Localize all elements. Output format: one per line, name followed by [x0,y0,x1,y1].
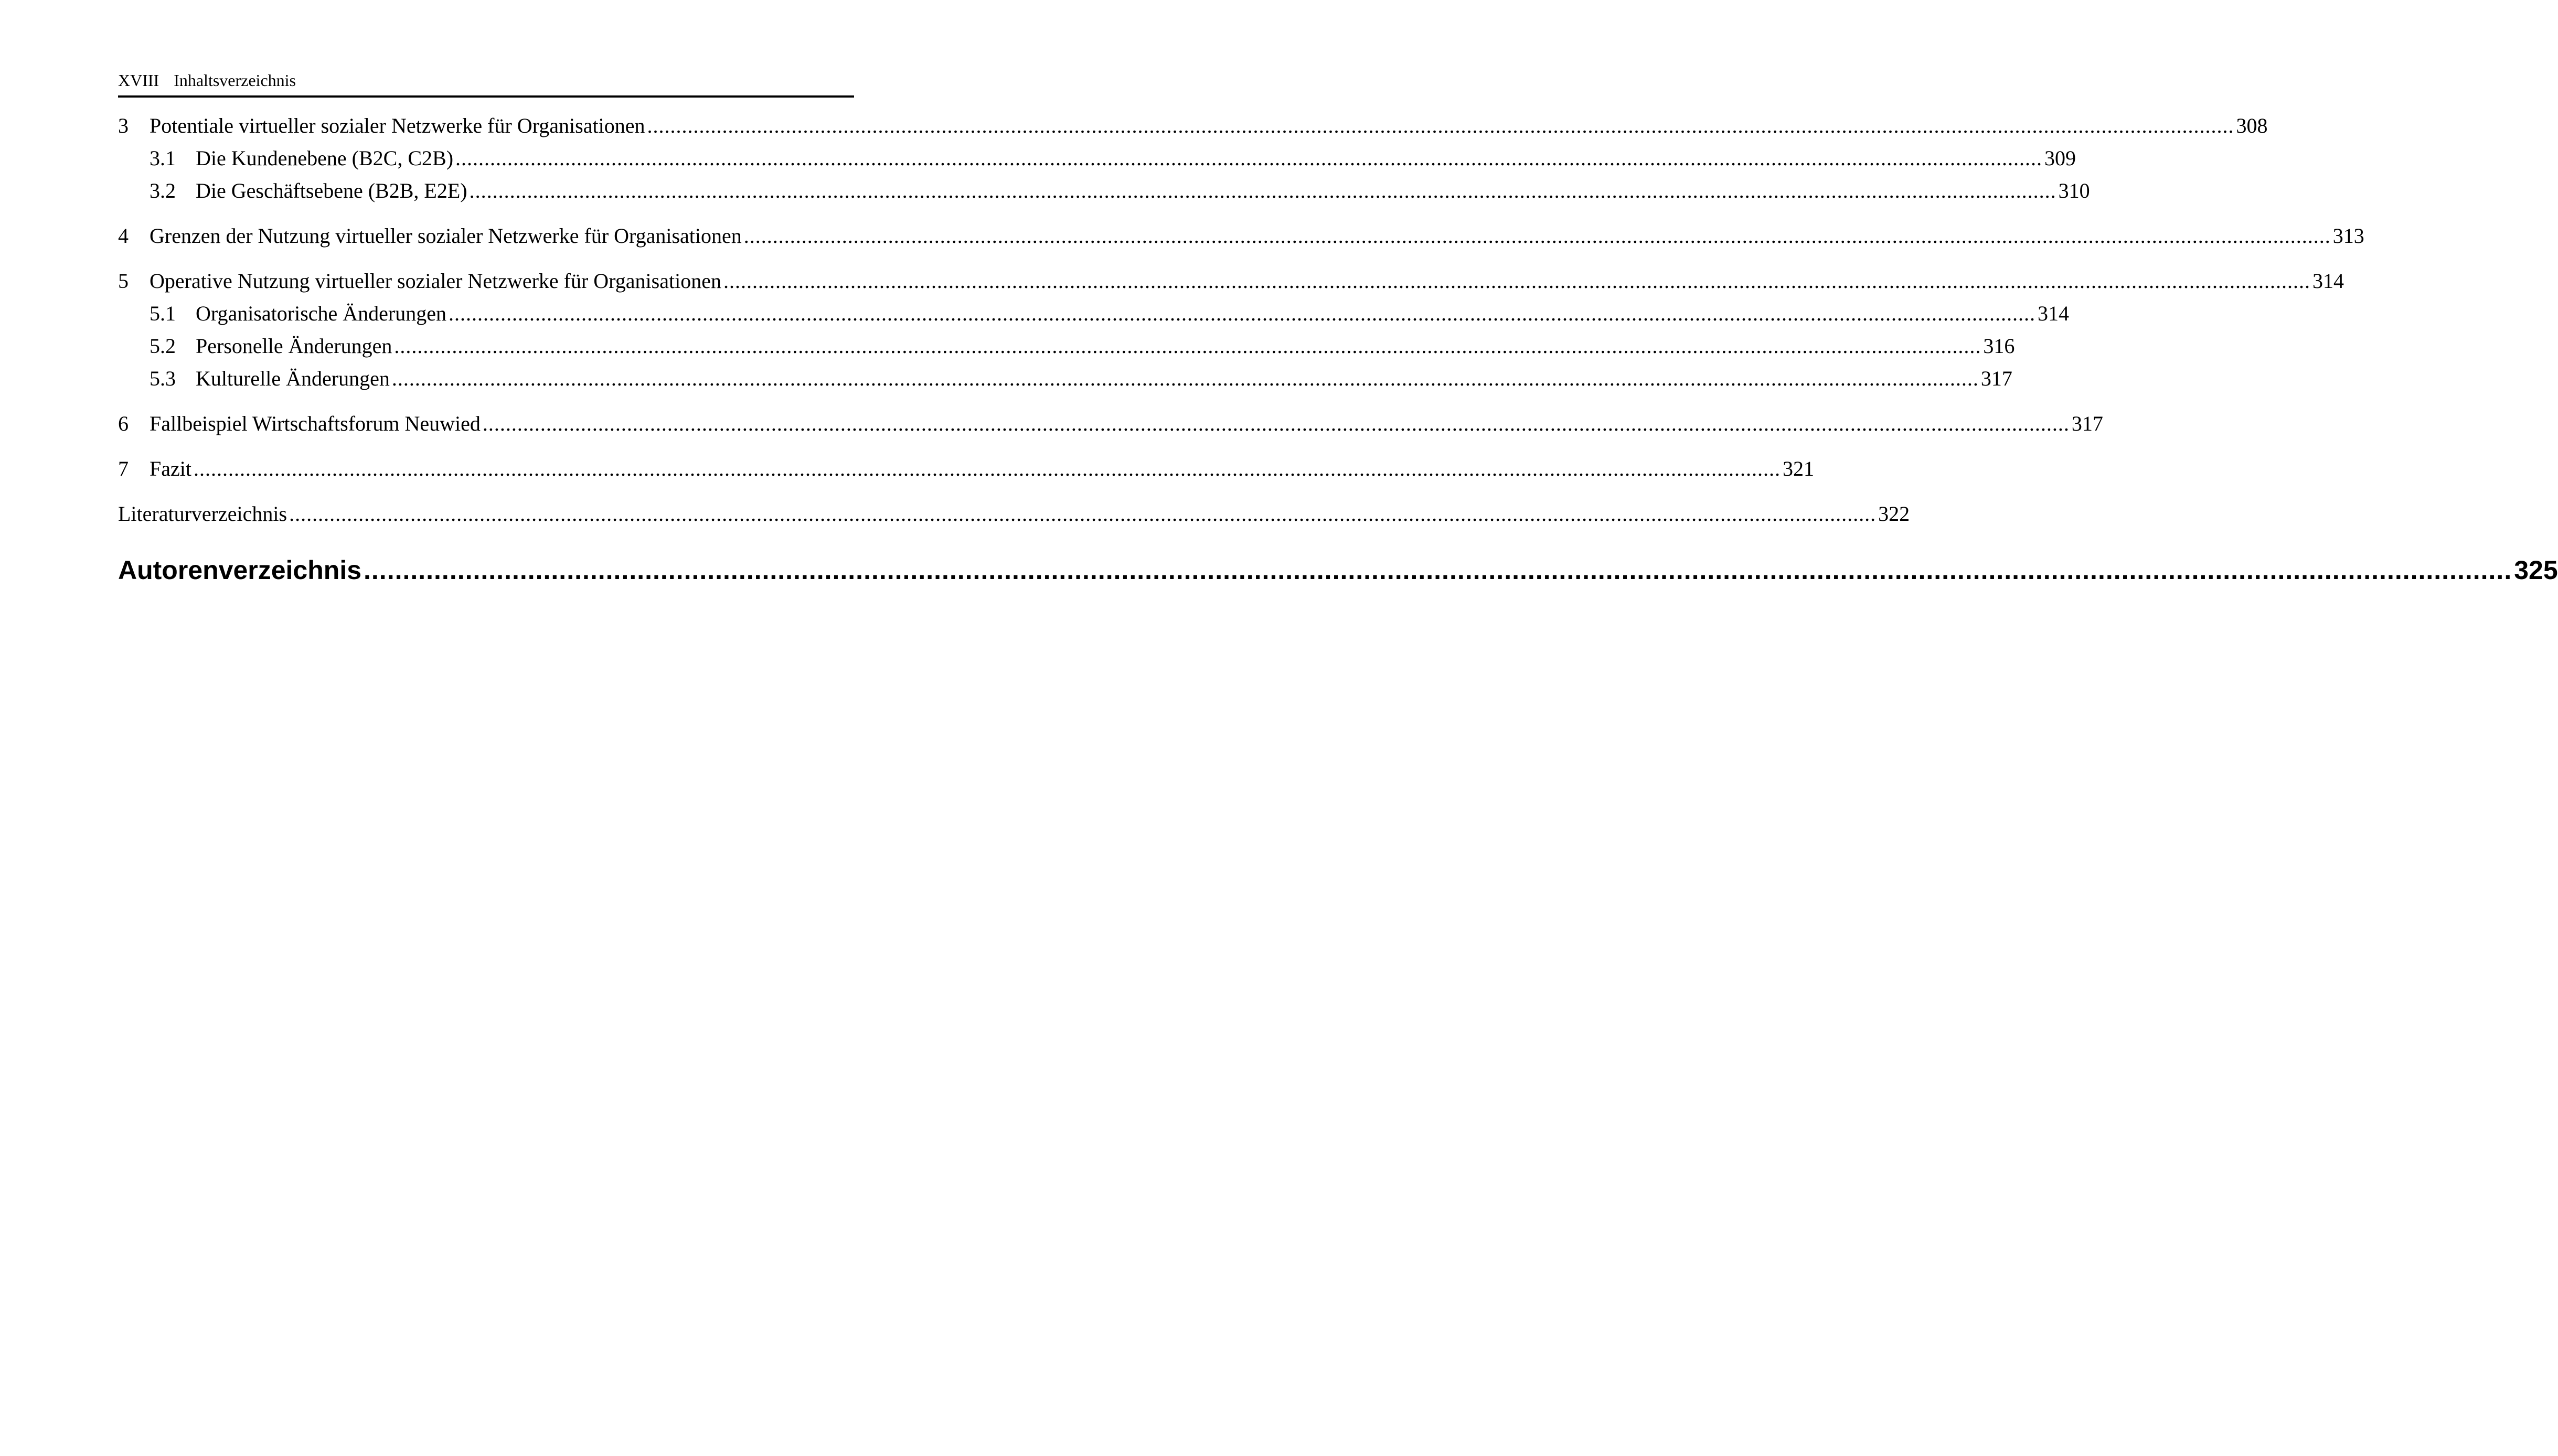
toc-entry-5[interactable] [118,266,2344,296]
dot-leader [392,364,1979,393]
toc-entry-title: Potentiale virtueller sozialer Netzwerke für Organisationen [150,114,645,137]
toc-entry-number: 7 [118,457,129,480]
dot-leader [723,266,2310,296]
toc-entry-page: 313 [2332,224,2364,248]
toc-entry-title: Die Geschäftsebene (B2B, E2E) [196,179,467,202]
toc-entry-page: 321 [1782,457,1814,480]
dot-leader [744,221,2331,251]
running-title: Inhaltsverzeichnis [174,71,296,90]
toc-entry-page: 316 [1983,334,2015,358]
toc-entry-number: 3.1 [150,146,176,170]
toc-entry-title: Die Kundenebene (B2C, C2B) [196,146,454,170]
toc-entry-number: 6 [118,412,129,435]
toc-entry-3-2[interactable] [150,176,2090,206]
toc-entry-number: 5.1 [150,302,176,325]
toc-entry-page: 314 [2312,269,2344,293]
toc-entry-page: 325 [2514,555,2558,585]
toc-entry-title: Operative Nutzung virtueller sozialer Netzwerke für Organisationen [150,269,721,293]
toc-entry-5-1[interactable] [150,299,2070,328]
toc-entry-title: Autorenverzeichnis [118,555,362,585]
page-number: XVIII [118,71,159,90]
toc-entry-title: Personelle Änderungen [196,334,392,358]
dot-leader [455,144,2042,173]
toc-entry-number: 5.2 [150,334,176,358]
toc-entry-4[interactable] [118,221,2364,251]
toc-entry-title: Organisatorische Änderungen [196,302,447,325]
toc-entry-page: 322 [1878,502,1910,526]
toc-entry-page: 314 [2038,302,2070,325]
dot-leader [483,409,2070,438]
toc-entry-title: Grenzen der Nutzung virtueller sozialer Netzwerke für Organisationen [150,224,742,248]
toc-entry-title: Kulturelle Änderungen [196,367,390,390]
toc-entry-7[interactable] [118,454,1814,484]
toc-entry-title: Fallbeispiel Wirtschaftsforum Neuwied [150,412,481,435]
toc-entry-title: Literaturverzeichnis [118,502,287,526]
dot-leader [394,331,1981,361]
toc-entry-number: 3 [118,114,129,137]
toc-entry-autorenverzeichnis[interactable] [118,553,2558,587]
toc-entry-5-3[interactable] [150,364,2012,393]
toc-entry-3-1[interactable] [150,144,2076,173]
toc-entry-literaturverzeichnis[interactable] [118,499,1910,529]
toc-entry-page: 317 [1980,367,2012,390]
dot-leader [647,111,2234,141]
toc-entry-number: 4 [118,224,129,248]
toc-entry-title: Fazit [150,457,191,480]
toc-entry-number: 5 [118,269,129,293]
toc-entry-page: 309 [2044,146,2076,170]
toc-entry-page: 308 [2236,114,2268,137]
running-header [118,65,854,98]
toc-entry-number: 5.3 [150,367,176,390]
dot-leader [194,454,1781,484]
dot-leader [470,176,2056,206]
toc-entry-5-2[interactable] [150,331,2015,361]
toc-entry-6[interactable] [118,409,2103,438]
dot-leader [364,553,2512,587]
toc-entry-number: 3.2 [150,179,176,202]
dot-leader [289,499,1876,529]
toc-entry-page: 317 [2071,412,2103,435]
toc-entry-3[interactable] [118,111,2268,141]
toc-entry-page: 310 [2058,179,2090,202]
dot-leader [449,299,2035,328]
